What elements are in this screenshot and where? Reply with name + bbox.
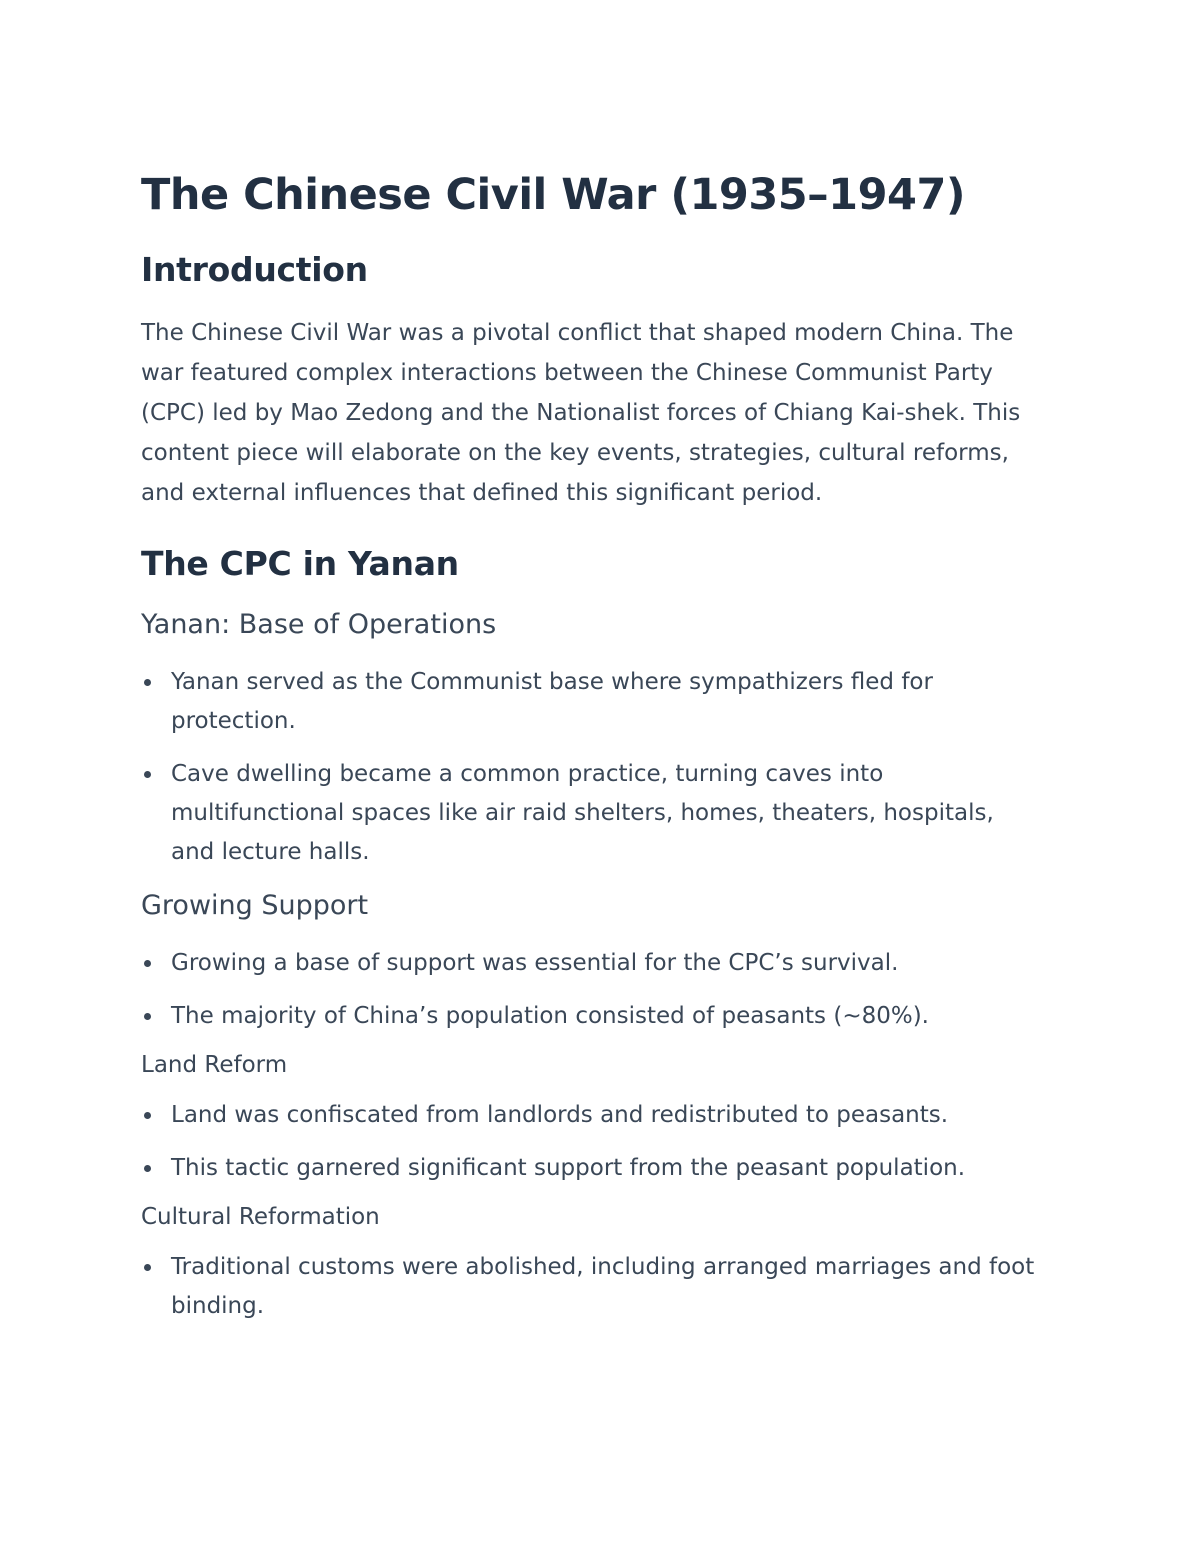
base-of-operations-list bbox=[141, 663, 1041, 872]
document-title: The Chinese Civil War (1935–1947) bbox=[141, 170, 966, 220]
list-item: This tactic garnered significant support from the peasant population. bbox=[141, 1149, 1041, 1188]
list-item: Growing a base of support was essential for the CPC’s survival. bbox=[141, 944, 1041, 983]
list-item: Land was confiscated from landlords and redistributed to peasants. bbox=[141, 1096, 1041, 1135]
land-reform-list bbox=[141, 1096, 1041, 1188]
cultural-reformation-heading: Cultural Reformation bbox=[141, 1204, 380, 1230]
document-page bbox=[141, 165, 1041, 1326]
base-of-operations-heading: Yanan: Base of Operations bbox=[141, 609, 497, 640]
list-item: Yanan served as the Communist base where sympathizers fled for protection. bbox=[141, 663, 1041, 741]
cpc-in-yanan-heading: The CPC in Yanan bbox=[141, 544, 459, 583]
cultural-reformation-list bbox=[141, 1248, 1041, 1326]
land-reform-heading: Land Reform bbox=[141, 1052, 288, 1078]
introduction-paragraph: The Chinese Civil War was a pivotal conflict that shaped modern China. The war featured complex interactions between the Chinese Communist Party (CPC) led by Mao Zedong and the Nationalist forces of Chiang Kai-shek. This content piece will elaborate on the key events, strategies, cultural reforms, and external influences that defined this significant period. bbox=[141, 320, 1021, 506]
list-item: Cave dwelling became a common practice, turning caves into multifunctional spaces like air raid shelters, homes, theaters, hospitals, and lecture halls. bbox=[141, 755, 1041, 872]
list-item: Traditional customs were abolished, including arranged marriages and foot binding. bbox=[141, 1248, 1041, 1326]
growing-support-heading: Growing Support bbox=[141, 890, 369, 921]
list-item: The majority of China’s population consisted of peasants (~80%). bbox=[141, 997, 1041, 1036]
introduction-heading: Introduction bbox=[141, 250, 368, 289]
growing-support-list bbox=[141, 944, 1041, 1036]
